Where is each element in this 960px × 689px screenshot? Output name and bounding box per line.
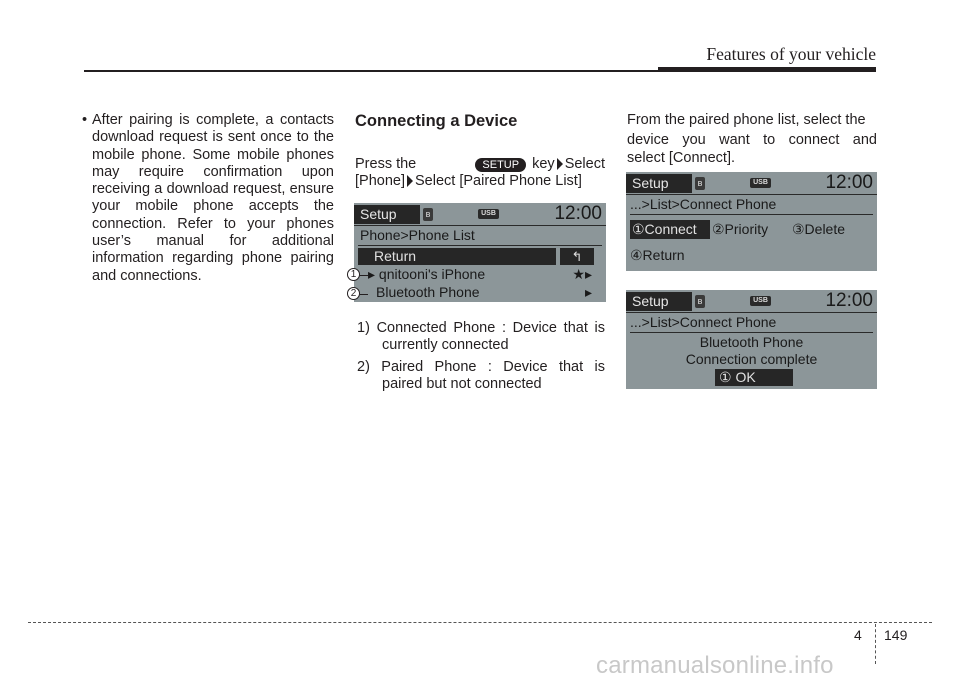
- clock-time: 12:00: [825, 290, 873, 311]
- column-right: [627, 112, 877, 167]
- message-line: Connection complete: [685, 351, 818, 367]
- key-word: key: [532, 156, 555, 172]
- return-row[interactable]: [358, 248, 556, 265]
- divider: [630, 214, 873, 215]
- usb-icon: USB: [750, 296, 771, 306]
- delete-option[interactable]: ③Delete: [792, 221, 846, 237]
- clock-time: 12:00: [554, 203, 602, 224]
- callout-1: 1: [347, 268, 360, 281]
- divider: [626, 194, 877, 195]
- callout-leader: [360, 275, 368, 276]
- note-paired-phone: 2) Paired Phone : Device that is paired but not connected: [357, 358, 605, 392]
- select-word: Select: [564, 156, 605, 172]
- phone-name: Bluetooth Phone: [376, 284, 480, 300]
- setup-key-label: SETUP: [475, 158, 526, 172]
- bluetooth-icon: ʙ: [423, 208, 433, 221]
- return-label: Return: [374, 248, 417, 264]
- phone-name: qnitooni's iPhone: [378, 266, 486, 282]
- instruction-line: From the paired phone list, select the: [627, 112, 866, 128]
- arrow-right-icon: ▸: [584, 284, 592, 300]
- return-icon[interactable]: ↰: [560, 248, 594, 265]
- instruction-paragraph: [355, 156, 605, 191]
- chapter-number: 4: [854, 627, 862, 643]
- return-option[interactable]: ④Return: [630, 247, 685, 263]
- callout-leader: [360, 294, 368, 295]
- connect-option[interactable]: ①Connect: [630, 220, 710, 239]
- bullet-dot: •: [82, 112, 88, 128]
- footer-rule: [28, 622, 932, 623]
- pairing-note-text: After pairing is complete, a contacts download request is sent once to the mobile phone. Some mobile phones may require confirmation upon receiving a download request, ensure your mobile phone accepts the connection. Refer to your phones user’s manual for additional information regarding phone pairing and connections.: [92, 112, 334, 284]
- page-header-title: Features of your vehicle: [706, 44, 876, 64]
- screen-header: [626, 290, 877, 312]
- column-middle: [355, 112, 605, 191]
- arrow-right-icon: [557, 158, 563, 170]
- screen-title: Setup: [626, 292, 692, 311]
- usb-icon: USB: [478, 209, 499, 219]
- instruction-line: device you want to connect and: [627, 132, 877, 149]
- ok-button[interactable]: ① OK: [715, 369, 793, 386]
- screen-breadcrumb: Phone>Phone List: [360, 227, 475, 243]
- screen-phone-list: [354, 203, 606, 302]
- arrow-right-icon: [407, 175, 413, 187]
- instruction-line: select [Connect].: [627, 149, 735, 166]
- page-number: 149: [884, 627, 908, 643]
- screen-header: [626, 172, 877, 194]
- connected-marker-icon: ▸: [368, 266, 376, 282]
- divider: [630, 332, 873, 333]
- divider: [354, 225, 606, 226]
- screen-breadcrumb: ...>List>Connect Phone: [630, 314, 777, 330]
- phone-list-item[interactable]: [376, 284, 594, 301]
- watermark: carmanualsonline.info: [596, 652, 834, 679]
- priority-star-icon: ★▸: [572, 266, 592, 282]
- bluetooth-icon: ʙ: [695, 177, 705, 190]
- divider: [626, 312, 877, 313]
- column-left: [82, 112, 334, 285]
- header-rule-accent: [658, 67, 876, 72]
- screen-header: [354, 203, 606, 225]
- phone-list-item[interactable]: [368, 266, 594, 283]
- screen-connect-complete: [626, 290, 877, 389]
- clock-time: 12:00: [825, 172, 873, 193]
- notes-list: [355, 316, 605, 393]
- screen-breadcrumb: ...>List>Connect Phone: [630, 196, 777, 212]
- bluetooth-icon: ʙ: [695, 295, 705, 308]
- priority-option[interactable]: ②Priority: [712, 221, 769, 237]
- bullet-item: [82, 112, 334, 285]
- footer-separator: [875, 624, 876, 664]
- section-title: Connecting a Device: [355, 112, 518, 130]
- paired-list-text: Select [Paired Phone List]: [415, 173, 582, 190]
- press-word: Press the: [355, 156, 417, 172]
- phone-menu-text: [Phone]: [355, 173, 405, 190]
- message-line: Bluetooth Phone: [699, 334, 804, 350]
- screen-title: Setup: [626, 174, 692, 193]
- screen-title: Setup: [354, 205, 420, 224]
- divider: [358, 245, 602, 246]
- callout-2: 2: [347, 287, 360, 300]
- usb-icon: USB: [750, 178, 771, 188]
- screen-connect-menu: [626, 172, 877, 271]
- note-connected-phone: 1) Connected Phone : Device that is currently connected: [357, 320, 605, 354]
